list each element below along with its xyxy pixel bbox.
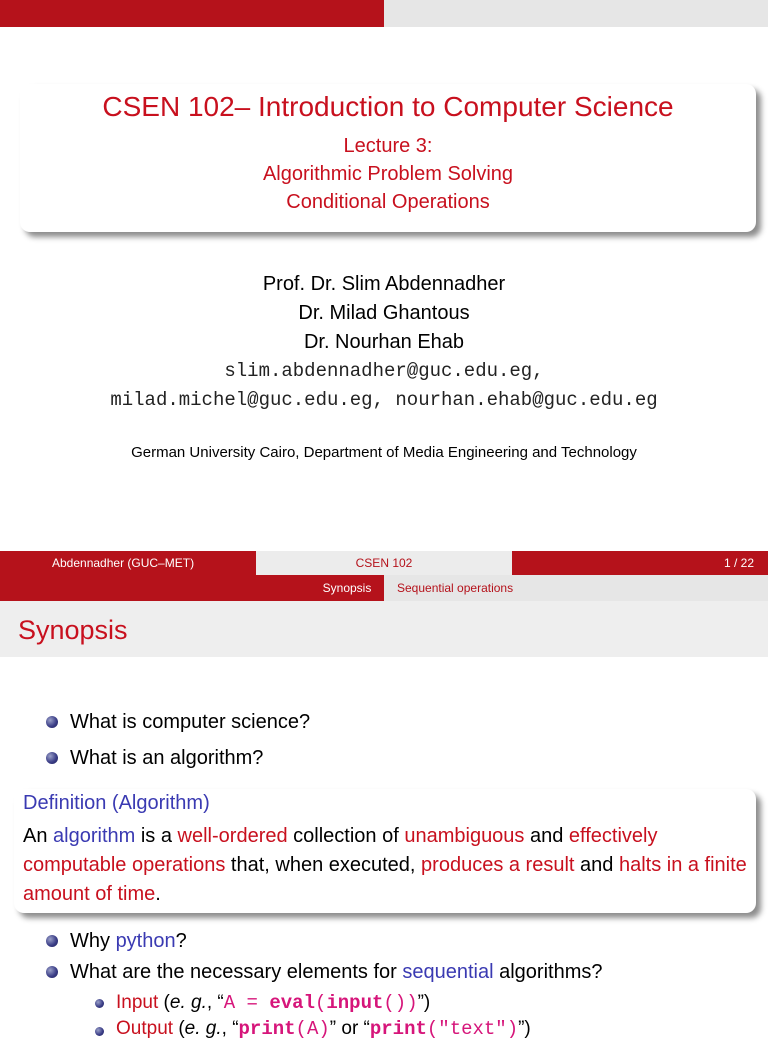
- highlight-python: python: [115, 930, 176, 952]
- frame-title: Synopsis: [18, 615, 128, 645]
- section-navigation: [0, 575, 768, 601]
- def-term-well-ordered: well-ordered: [177, 825, 288, 847]
- def-text-part: and: [524, 825, 569, 847]
- bullet-item-sequential: What are the necessary elements for sequential algorithms?: [70, 961, 603, 983]
- email-line: milad.michel@guc.edu.eg, nourhan.ehab@guc.edu.eg: [110, 389, 658, 411]
- sub-bullet-icon: [95, 999, 104, 1008]
- def-term-computable: effectively computable operations: [23, 825, 658, 876]
- bullet-item-python: Why python?: [70, 930, 187, 952]
- def-text-part: is a: [135, 825, 178, 847]
- presentation-subtitle: [20, 132, 756, 216]
- author-name: Prof. Dr. Slim Abdennadher: [262, 273, 506, 295]
- def-term-halts: halts in a finite amount of time: [23, 854, 747, 905]
- email-line: slim.abdennadher@guc.edu.eg,: [224, 360, 544, 382]
- def-text-part: and: [574, 854, 619, 876]
- author-name: Dr. Nourhan Ehab: [303, 331, 465, 353]
- def-text-part: .: [155, 883, 161, 905]
- sub-bullet-icon: [95, 1027, 104, 1036]
- sub-item-input: Input (e. g., “A = eval(input())”): [116, 992, 431, 1014]
- presentation-title: CSEN 102– Introduction to Computer Science: [102, 91, 674, 122]
- title-box: [20, 84, 756, 232]
- bullet-item: What is computer science?: [70, 711, 311, 733]
- subtitle-line: Algorithmic Problem Solving: [262, 163, 514, 185]
- nav-section-synopsis[interactable]: Synopsis: [310, 575, 384, 601]
- progress-remaining: [384, 0, 768, 27]
- input-label: Input: [116, 992, 159, 1013]
- sub-item-output: Output (e. g., “print(A)” or “print("text")”): [116, 1018, 531, 1040]
- bullet-item: What is an algorithm?: [70, 747, 264, 769]
- definition-title: Definition (Algorithm): [23, 792, 210, 814]
- def-text-part: An: [23, 825, 54, 847]
- footer-author: Abdennadher (GUC–MET): [0, 551, 256, 575]
- bullet-icon: [46, 935, 58, 947]
- highlight-sequential: sequential: [402, 961, 494, 983]
- definition-text: [23, 822, 748, 909]
- definition-block: [14, 789, 756, 913]
- def-term-produces-result: produces a result: [421, 854, 575, 876]
- bullet-icon: [46, 752, 58, 764]
- author-list: [0, 270, 768, 357]
- nav-subsection-sequential[interactable]: Sequential operations: [384, 575, 768, 601]
- author-emails: [0, 357, 768, 415]
- def-text-part: collection of: [287, 825, 405, 847]
- output-label: Output: [116, 1018, 174, 1039]
- def-term-algorithm: algorithm: [53, 825, 136, 847]
- progress-filled: [0, 0, 384, 27]
- top-progress-bar: [0, 0, 768, 27]
- bullet-icon: [46, 966, 58, 978]
- author-name: Dr. Milad Ghantous: [298, 302, 470, 324]
- institution: German University Cairo, Department of Media Engineering and Technology: [131, 444, 637, 461]
- subtitle-line: Lecture 3:: [343, 135, 433, 157]
- subtitle-line: Conditional Operations: [286, 191, 490, 213]
- def-text-part: that, when executed,: [225, 854, 422, 876]
- def-term-unambiguous: unambiguous: [404, 825, 525, 847]
- bullet-icon: [46, 716, 58, 728]
- frame-title-bar: [0, 601, 768, 657]
- slide-footer: [0, 551, 768, 575]
- footer-course: CSEN 102: [256, 551, 512, 575]
- footer-page-number: 1 / 22: [512, 551, 768, 575]
